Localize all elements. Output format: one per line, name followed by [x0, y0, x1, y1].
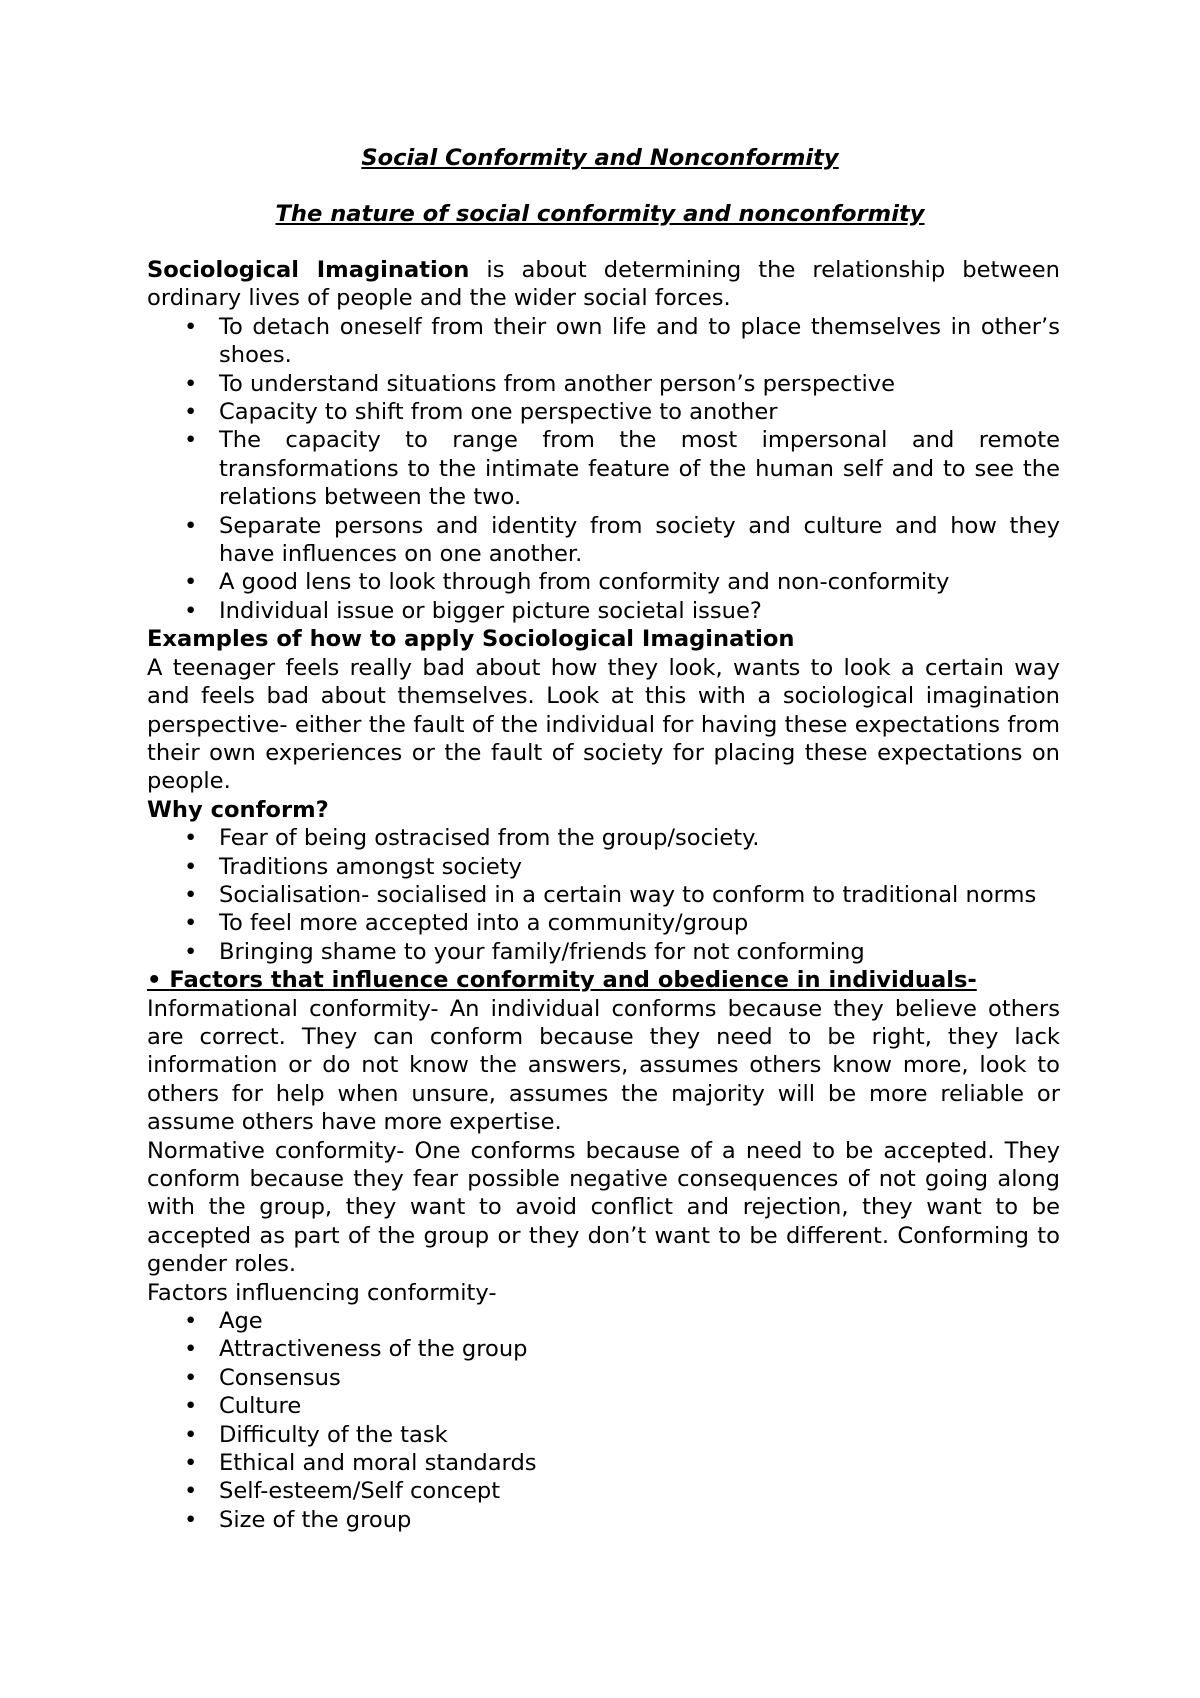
list-item: • Fear of being ostracised from the group/society. [184, 825, 760, 852]
list-item: • Separate persons and identity from society and culture and how they have influences on one another. [184, 512, 1060, 568]
bullet-icon: • [184, 597, 198, 624]
list-item: • Individual issue or bigger picture societal issue? [184, 597, 762, 624]
intro-text: is about determining the relationship between ordinary lives of people and the wider social forces. [147, 257, 1061, 312]
bullet-icon: • [184, 399, 198, 426]
list-item: • To understand situations from another person’s perspective [184, 370, 896, 397]
list-item: • To detach oneself from their own life and to place themselves in other’s shoes. [184, 313, 1060, 369]
bullet-icon: • [184, 910, 198, 937]
list-item: • Age [184, 1308, 263, 1335]
bullet-icon: • [184, 825, 198, 852]
list-item: • Traditions amongst society [184, 853, 523, 880]
page-subtitle: The nature of social conformity and nonconformity [275, 201, 925, 227]
list-item: • Size of the group [184, 1506, 412, 1533]
bullet-icon: • [184, 512, 198, 539]
list-item: • Consensus [184, 1364, 341, 1391]
list-item: • The capacity to range from the most impersonal and remote transformations to the intimate feature of the human self and to see the relations between the two. [184, 427, 1060, 511]
bullet-icon: • [147, 967, 162, 994]
examples-paragraph: A teenager feels really bad about how they look, wants to look a certain way and feels bad about themselves. Look at this with a sociological imagination perspective- either the fault of the individual for having these expectations from their own experiences or the fault of society for placing these expectations on people. [147, 654, 1060, 795]
informational-conformity-paragraph: Informational conformity- An individual conforms because they believe others are correct. They can conform because they need to be right, they lack information or do not know the answers, assumes others know more, look to others for help when unsure, assumes the majority will be more reliable or assume others have more expertise. [147, 995, 1060, 1136]
bullet-icon: • [184, 427, 198, 454]
intro-term: Sociological Imagination [147, 257, 470, 283]
list-item: • Attractiveness of the group [184, 1336, 528, 1363]
list-item: • Ethical and moral standards [184, 1450, 537, 1477]
list-item: • Capacity to shift from one perspective to another [184, 399, 778, 426]
bullet-icon: • [184, 1336, 198, 1363]
examples-heading: Examples of how to apply Sociological Imagination [147, 626, 795, 653]
bullet-icon: • [184, 1506, 198, 1533]
bullet-icon: • [184, 938, 198, 965]
bullet-icon: • [184, 1308, 198, 1335]
normative-conformity-paragraph: Normative conformity- One conforms because of a need to be accepted. They conform because they fear possible negative consequences of not going along with the group, they want to avoid conflict and rejection, they want to be accepted as part of the group or they don’t want to be different. Conforming to gender roles. [147, 1137, 1060, 1278]
list-item: • Bringing shame to your family/friends for not conforming [184, 938, 865, 965]
imagination-list [147, 313, 1060, 625]
bullet-icon: • [184, 1393, 198, 1420]
why-conform-list [147, 824, 1060, 966]
list-item: • To feel more accepted into a community/group [184, 910, 749, 937]
bullet-icon: • [184, 370, 198, 397]
factors-list [147, 1307, 1060, 1534]
why-conform-heading: Why conform? [147, 796, 329, 823]
bullet-icon: • [184, 313, 198, 340]
factors-list-intro: Factors influencing conformity- [147, 1279, 497, 1306]
document-body [147, 256, 1060, 1534]
list-item: • Difficulty of the task [184, 1421, 448, 1448]
bullet-icon: • [184, 853, 198, 880]
list-item: • Culture [184, 1393, 302, 1420]
bullet-icon: • [184, 1478, 198, 1505]
bullet-icon: • [184, 1364, 198, 1391]
factors-heading: • Factors that influence conformity and obedience in individuals- [147, 967, 977, 994]
bullet-icon: • [184, 1421, 198, 1448]
list-item: • Self-esteem/Self concept [184, 1478, 501, 1505]
list-item: • Socialisation- socialised in a certain way to conform to traditional norms [184, 881, 1037, 908]
intro-paragraph [147, 256, 1060, 313]
page-title: Social Conformity and Nonconformity [361, 145, 839, 171]
bullet-icon: • [184, 569, 198, 596]
bullet-icon: • [184, 881, 198, 908]
list-item: • A good lens to look through from conformity and non-conformity [184, 569, 950, 596]
bullet-icon: • [184, 1450, 198, 1477]
